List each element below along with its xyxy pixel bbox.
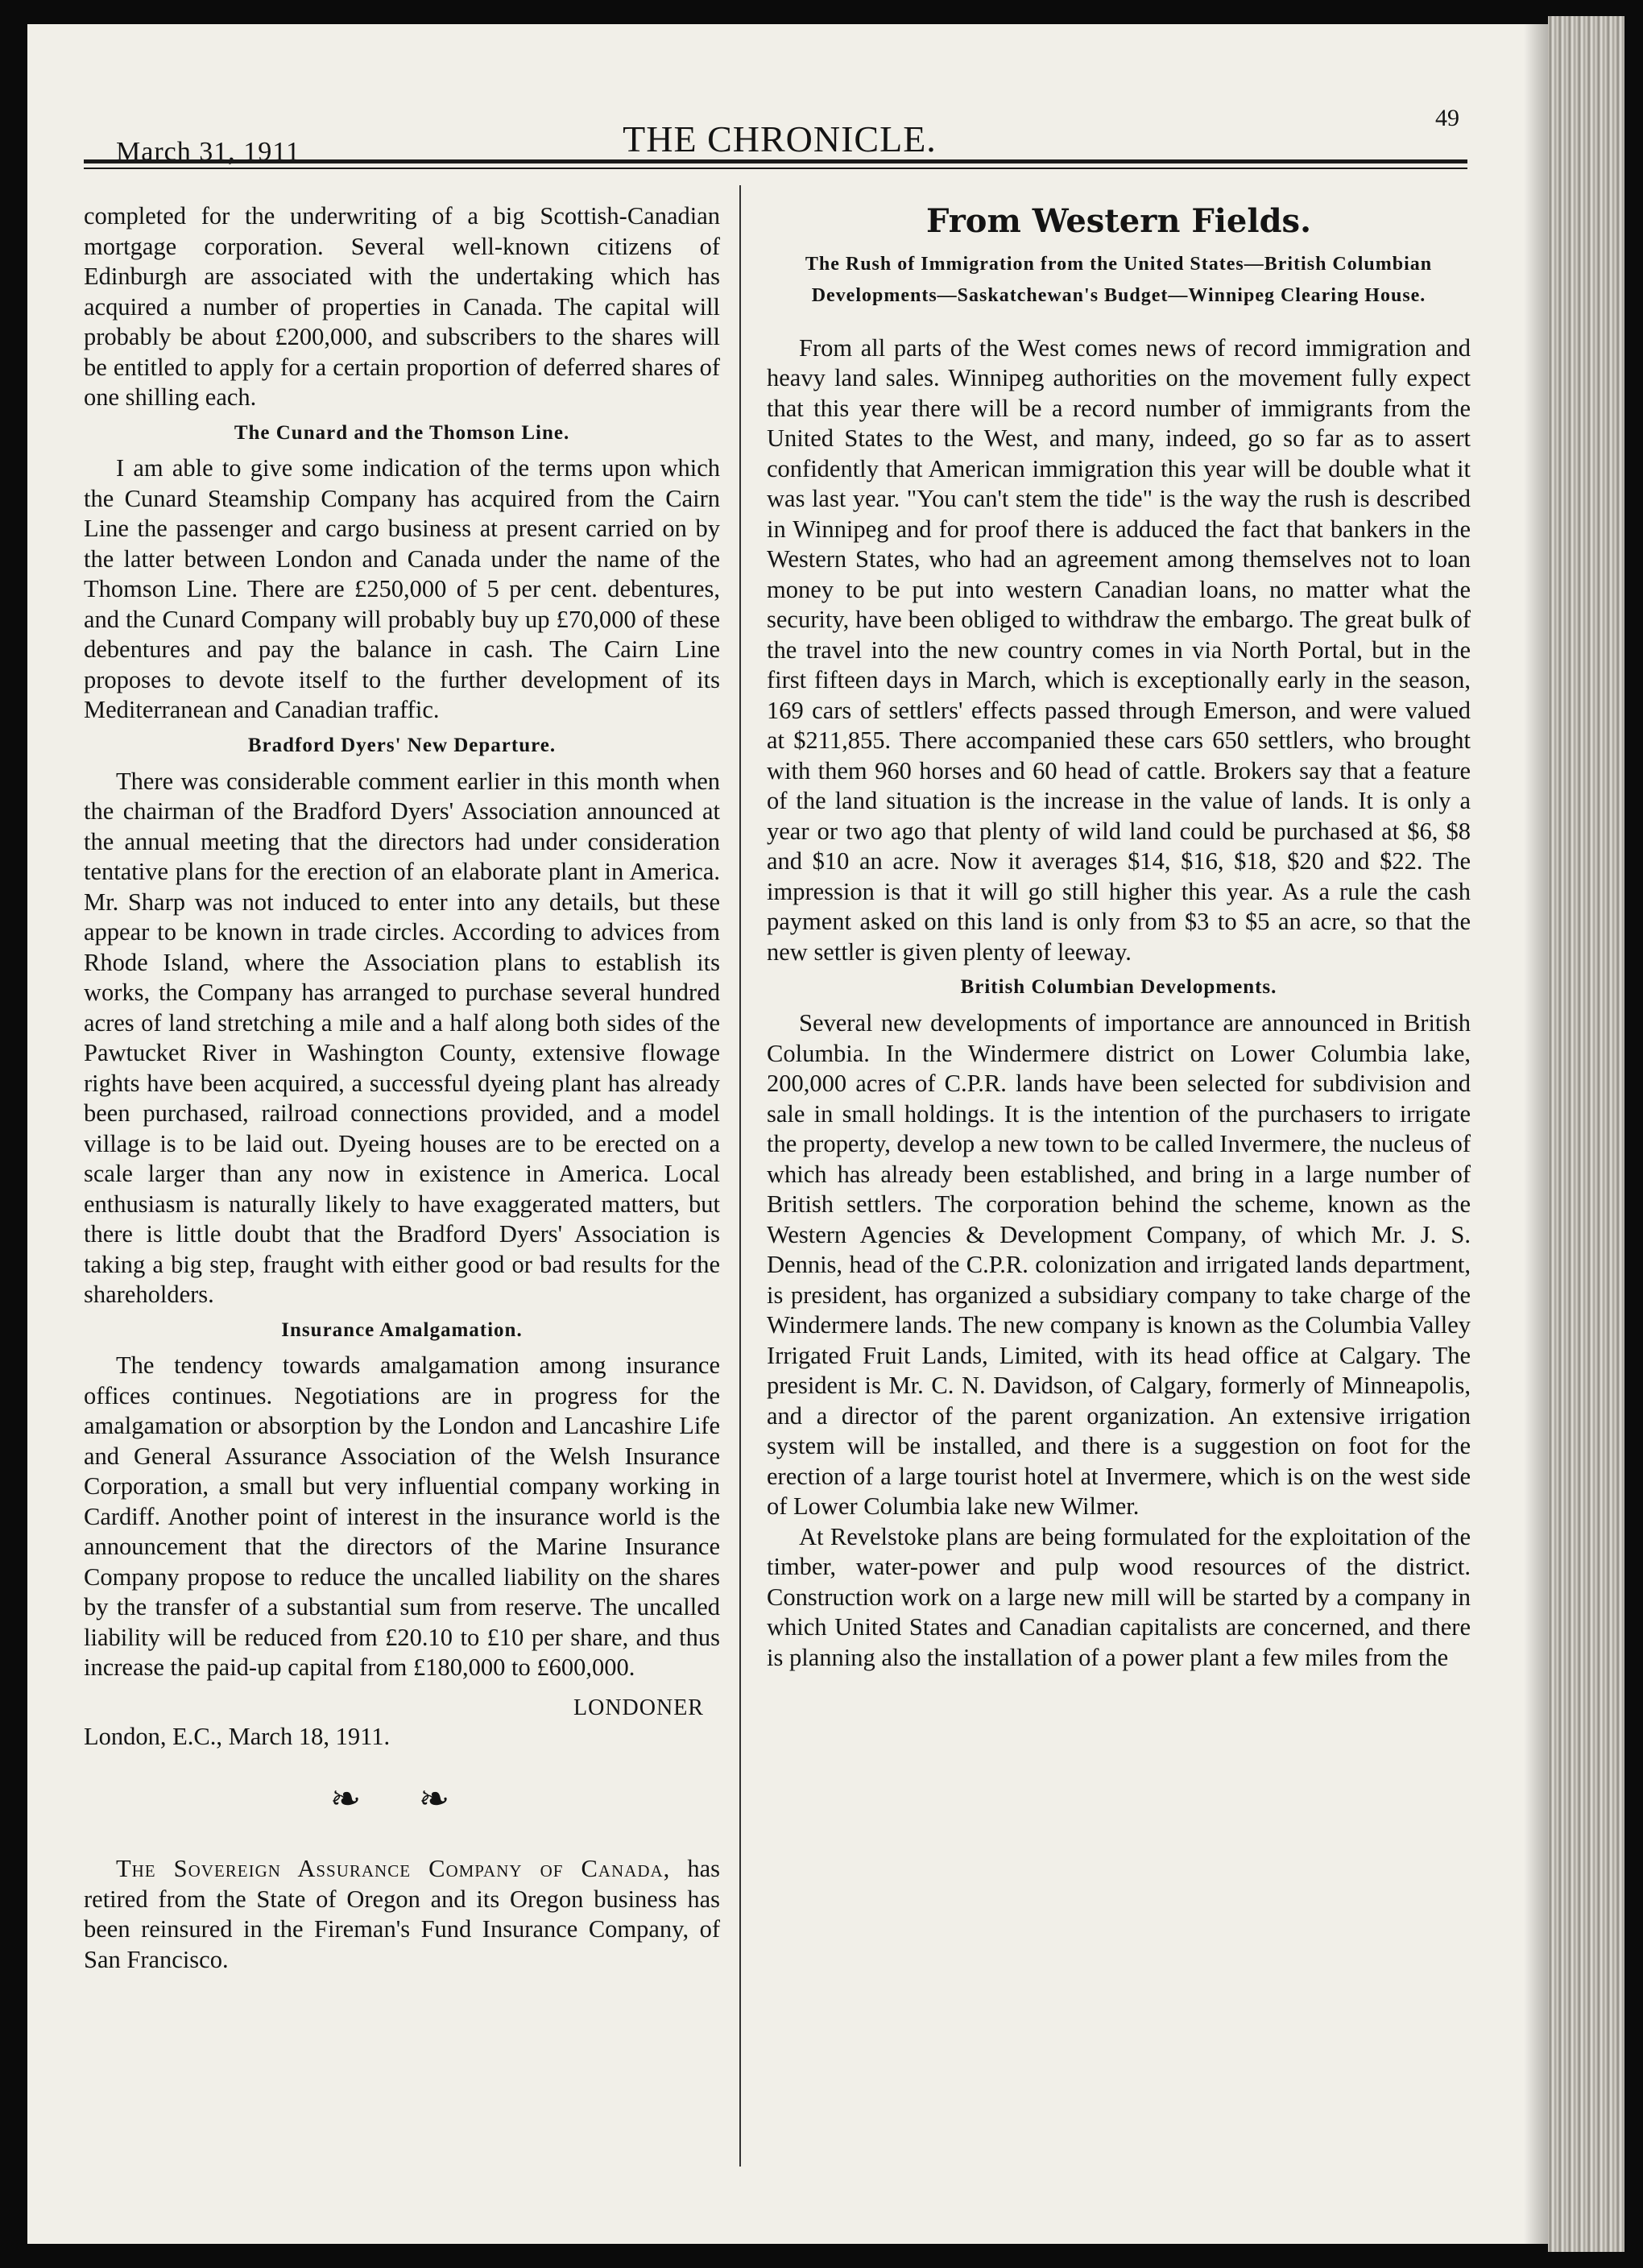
sovereign-paragraph [84,1854,720,1975]
publication-title: THE CHRONICLE. [623,118,937,159]
article-subheading: The Rush of Immigration from the United States—British Columbian Developments—Saskatchewan's Budget—Winnipeg Clearing House. [805,254,1433,306]
section-heading-bradford: Bradford Dyers' New Departure. [247,734,557,756]
right-column [767,201,1471,1673]
header-rule-thin [84,168,1467,169]
western-paragraph-3: At Revelstoke plans are being formulated for the exploitation of the timber, water-power and pulp wood resources of the district. Construction work on a large new mill will be started by a company in which United States and Canadian capitalists are concerned, and there is planning also the installation of a power plant a few miles from the [767,1522,1471,1671]
section-text-insurance: The tendency towards amalgamation among insurance offices continues. Negotiations are in progress for the amalgamation or absorption by the London and Lancashire Life and General Assurance Association of the Welsh Insurance Corporation, a small but very influential company working in Cardiff. Another point of interest in the insurance world is the announcement that the directors of the Marine Insurance Company propose to reduce the uncalled liability on the shares by the transfer of a substantial sum from reserve. The uncalled liability will be reduced from £20.10 to £10 per share, and thus increase the paid-up capital from £180,000 to £600,000. [84,1351,720,1682]
sovereign-text: has retired from the State of Oregon and its Oregon business has been reinsured in the Fireman's Fund Insurance Company, of San Francisco. [84,1855,720,1973]
dateline: London, E.C., March 18, 1911. [84,1723,391,1751]
ornament-separator: ❧ ❧ [329,1778,474,1819]
sovereign-lead: The Sovereign Assurance Company of Canada, [116,1855,671,1883]
intro-paragraph: completed for the underwriting of a big Scottish-Canadian mortgage corporation. Several well-known citizens of Edinburgh are associated with the undertaking which has acquired a number of properties in Canada. The capital will probably be about £200,000, and subscribers to the shares will be entitled to apply for a certain proportion of deferred shares of one shilling each. [84,202,720,411]
page-number: 49 [1435,105,1459,131]
section-heading-british-columbian: British Columbian Developments. [960,976,1277,999]
section-heading-insurance: Insurance Amalgamation. [281,1318,523,1341]
page-header [84,105,1475,193]
section-text-bradford: There was considerable comment earlier in this month when the chairman of the Bradford Dyers' Association announced at the annual meeting that the directors had under consideration tentative plans for the erection of an elaborate plant in America. Mr. Sharp was not induced to enter into any details, but these appear to be known in trade circles. According to advices from Rhode Island, where the Association plans to establish its works, the Company has arranged to purchase several hundred acres of land stretching a mile and a half along both sides of the Pawtucket River in Washington County, extensive flowage rights have been acquired, a successful dyeing plant has already been purchased, railroad connections provided, and a model village is to be laid out. Dyeing houses are to be erected on a scale larger than any now in existence in America. Local enthusiasm is naturally likely to have exaggerated matters, but there is little doubt that the Bradford Dyers' Association is taking a big step, fraught with either good or bad results for the shareholders. [84,767,720,1308]
section-heading-cunard: The Cunard and the Thomson Line. [234,421,570,444]
author-signature: LONDONER [573,1695,704,1720]
header-date: March 31, 1911 [116,137,300,167]
section-text-cunard: I am able to give some indication of the terms upon which the Cunard Steamship Company has acquired from the Cairn Line the passenger and cargo business at present carried on by the latter between London and Canada under the name of the Thomson Line. There are £250,000 of 5 per cent. debentures, and the Cunard Company will probably buy up £70,000 of these debentures and pay the balance in cash. The Cairn Line proposes to devote itself to the further development of its Mediterranean and Canadian traffic. [84,454,720,724]
western-paragraph-2: Several new developments of importance are announced in British Columbia. In the Windermere district on Lower Columbia lake, 200,000 acres of C.P.R. lands have been selected for subdivision and sale in small holdings. It is the intention of the purchasers to irrigate the property, develop a new town to be called Invermere, the nucleus of which has already been established, and bring in a large number of British settlers. The corporation behind the scheme, known as the Western Agencies & Development Company, of which Mr. J. S. Dennis, head of the C.P.R. colonization and irrigated lands department, is president, has organized a subsidiary company to take charge of the Windermere lands. The new company is known as the Columbia Valley Irrigated Fruit Lands, Limited, with its head office at Calgary. The president is Mr. C. N. Davidson, of Calgary, formerly of Minneapolis, and a director of the parent organization. An extensive irrigation system will be installed, and there is a suggestion on foot for the erection of a large tourist hotel at Invermere, which is on the west side of Lower Columbia lake new Wilmer. [767,1009,1471,1521]
page-fold-shadow [1524,24,1548,2244]
left-column [84,201,720,1975]
western-paragraph-1: From all parts of the West comes news of record immigration and heavy land sales. Winnipeg authorities on the movement fully expect that this year there will be a record number of immigrants from the United States to the West, and many, indeed, go so far as to assert confidently that American immigration this year will be double what it was last year. "You can't stem the tide" is the way the rush is described in Winnipeg and for proof there is adduced the fact that bankers in the Western States, who had an agreement among themselves not to loan money to be put into western Canadian loans, no matter what the security, have been obliged to withdraw the embargo. The great bulk of the travel into the new country comes in via North Portal, but in the first fifteen days in March, which is exceptionally early in the season, 169 cars of settlers' effects passed through Emerson, and were valued at $211,855. There accompanied these cars 650 settlers, who brought with them 960 horses and 60 head of cattle. Brokers say that a feature of the land situation is the increase in the value of lands. It is only a year or two ago that plenty of wild land could be purchased at $6, $8 and $10 an acre. Now it averages $14, $16, $18, $20 and $22. The impression is that it will go still higher this year. As a rule the cash payment asked on this land is only from $3 to $5 an acre, so that the new settler is given plenty of leeway. [767,333,1471,966]
header-rule [84,159,1467,163]
article-title: From Western Fields. [926,202,1311,240]
column-divider [739,185,741,2167]
book-page-edges [1548,16,1624,2252]
newspaper-page [27,24,1548,2244]
